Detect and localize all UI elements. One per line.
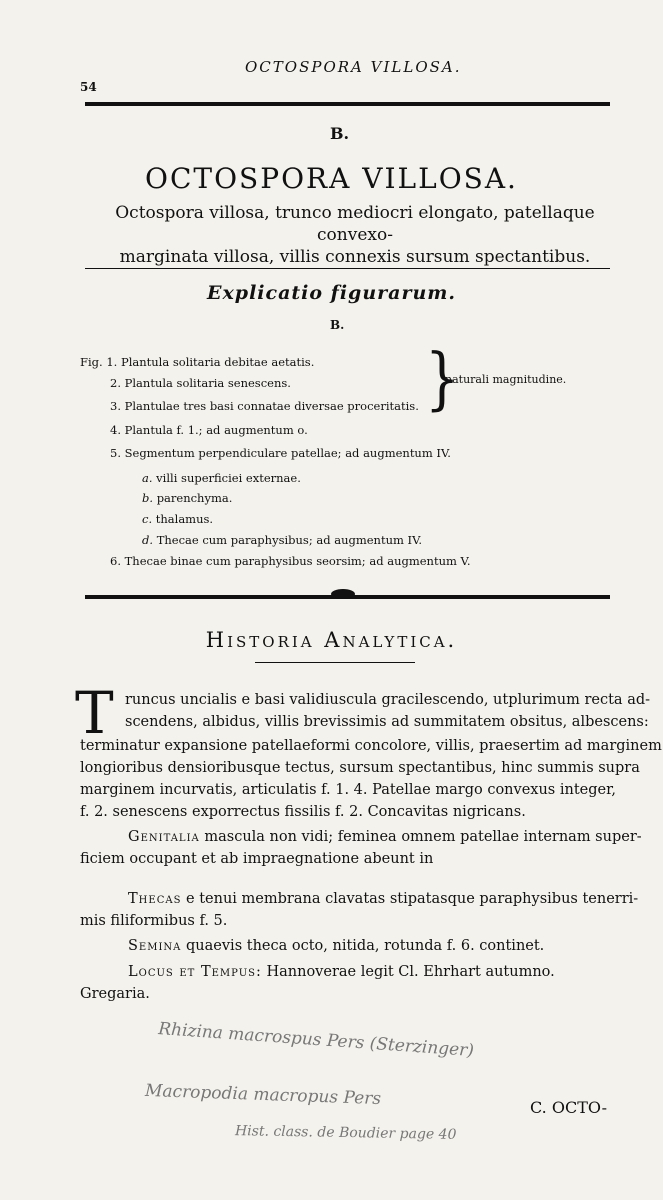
description-line-2: marginata villosa, villis connexis sursum spectantibus.	[119, 247, 591, 267]
handwritten-note: Macropodia macropus Pers	[144, 1080, 382, 1110]
thecas-text: e tenui membrana clavatas stipatasque paraphysibus tenerri-	[181, 891, 639, 907]
thecas-label: Thecas	[128, 891, 182, 907]
page-number: 54	[80, 80, 97, 94]
figure-number: 6.	[110, 554, 121, 568]
running-title: OCTOSPORA VILLOSA.	[245, 58, 462, 76]
figure-number: c.	[142, 512, 153, 526]
figure-subitem	[142, 471, 301, 485]
figure-item	[110, 446, 451, 460]
heading-underline	[255, 662, 415, 663]
figure-text: Segmentum perpendiculare patellae; ad augmentum IV.	[124, 446, 451, 460]
figure-item	[110, 423, 308, 437]
figure-item	[110, 376, 291, 390]
truncus-line: runcus uncialis e basi validiuscula gracilescendo, utplurimum recta ad-	[125, 692, 651, 708]
figure-item	[110, 399, 419, 413]
thecas-line-2: mis filiformibus f. 5.	[80, 913, 228, 929]
figure-number: 3.	[110, 399, 121, 413]
ornament-icon	[328, 585, 358, 603]
semina-text: quaevis theca octo, nitida, rotunda f. 6. continet.	[181, 938, 545, 954]
locus-line-2: Gregaria.	[80, 986, 150, 1002]
figure-number: 2.	[110, 376, 121, 390]
figure-text: villi superficiei externae.	[156, 471, 301, 485]
figure-subitem	[142, 533, 422, 547]
figure-item	[110, 554, 471, 568]
figure-number: d.	[142, 533, 154, 547]
figure-text: Plantula solitaria senescens.	[124, 376, 291, 390]
semina-label: Semina	[128, 938, 182, 954]
figure-item	[80, 355, 314, 369]
brace-symbol: }	[425, 339, 460, 418]
catchword: C. OCTO-	[530, 1098, 607, 1117]
figure-text: thalamus.	[155, 512, 214, 526]
handwritten-note: Hist. class. de Boudier page 40	[234, 1123, 457, 1143]
thecas-line	[128, 889, 638, 910]
figure-text: Plantula f. 1.; ad augmentum o.	[124, 423, 308, 437]
figure-number: 4.	[110, 423, 121, 437]
header-rule	[85, 102, 610, 106]
truncus-line: marginem incurvatis, articulatis f. 1. 4. Patellae margo convexus integer,	[80, 782, 617, 798]
page-title: OCTOSPORA VILLOSA.	[145, 162, 518, 195]
figure-number: a.	[142, 471, 153, 485]
truncus-line: f. 2. senescens exporrectus fissilis f. 2. Concavitas nigricans.	[80, 804, 526, 820]
section-letter: B.	[330, 124, 350, 143]
divider-rule	[85, 268, 610, 269]
figure-text: parenchyma.	[156, 491, 233, 505]
figure-text: Plantulae tres basi connatae diversae proceritatis.	[124, 399, 419, 413]
locus-line	[128, 962, 555, 983]
explicatio-heading: Explicatio figurarum.	[206, 282, 457, 304]
figure-text: Thecae binae cum paraphysibus seorsim; ad augmentum V.	[124, 554, 471, 568]
figure-text: Thecae cum paraphysibus; ad augmentum IV.	[156, 533, 423, 547]
rule-ornament	[328, 585, 358, 607]
figure-subitem	[142, 512, 213, 526]
handwritten-note: Rhizina macrospus Pers (Sterzinger)	[157, 1018, 475, 1062]
truncus-line: terminatur expansione patellaeformi concolore, villis, praesertim ad marginem	[80, 738, 662, 754]
locus-text: Hannoverae legit Cl. Ehrhart autumno.	[261, 964, 555, 980]
species-description	[85, 202, 625, 268]
truncus-line: scendens, albidus, villis brevissimis ad summitatem obsitus, albescens:	[125, 714, 649, 730]
locus-label: Locus et Tempus:	[128, 964, 262, 980]
genitalia-line	[128, 827, 642, 848]
figure-number: 5.	[110, 446, 121, 460]
historia-heading: Historia Analytica.	[205, 628, 458, 652]
explicatio-letter: B.	[330, 318, 345, 332]
brace-label: naturali magnitudine.	[445, 373, 567, 386]
figure-text: Plantula solitaria debitae aetatis.	[120, 355, 315, 369]
semina-line	[128, 936, 544, 957]
description-line-1: Octospora villosa, trunco mediocri elongato, patellaque convexo-	[115, 203, 595, 245]
drop-cap: T	[75, 679, 114, 747]
truncus-line: longioribus densioribusque tectus, sursum spectantibus, hinc summis supra	[80, 760, 640, 776]
figure-number: b.	[142, 491, 154, 505]
genitalia-label: Genitalia	[128, 829, 200, 845]
genitalia-text: mascula non vidi; feminea omnem patellae internam super-	[199, 829, 642, 845]
figure-subitem	[142, 491, 232, 505]
genitalia-line-2: ficiem occupant et ab impraegnatione abeunt in	[80, 851, 434, 867]
figure-number: Fig. 1.	[80, 355, 118, 369]
